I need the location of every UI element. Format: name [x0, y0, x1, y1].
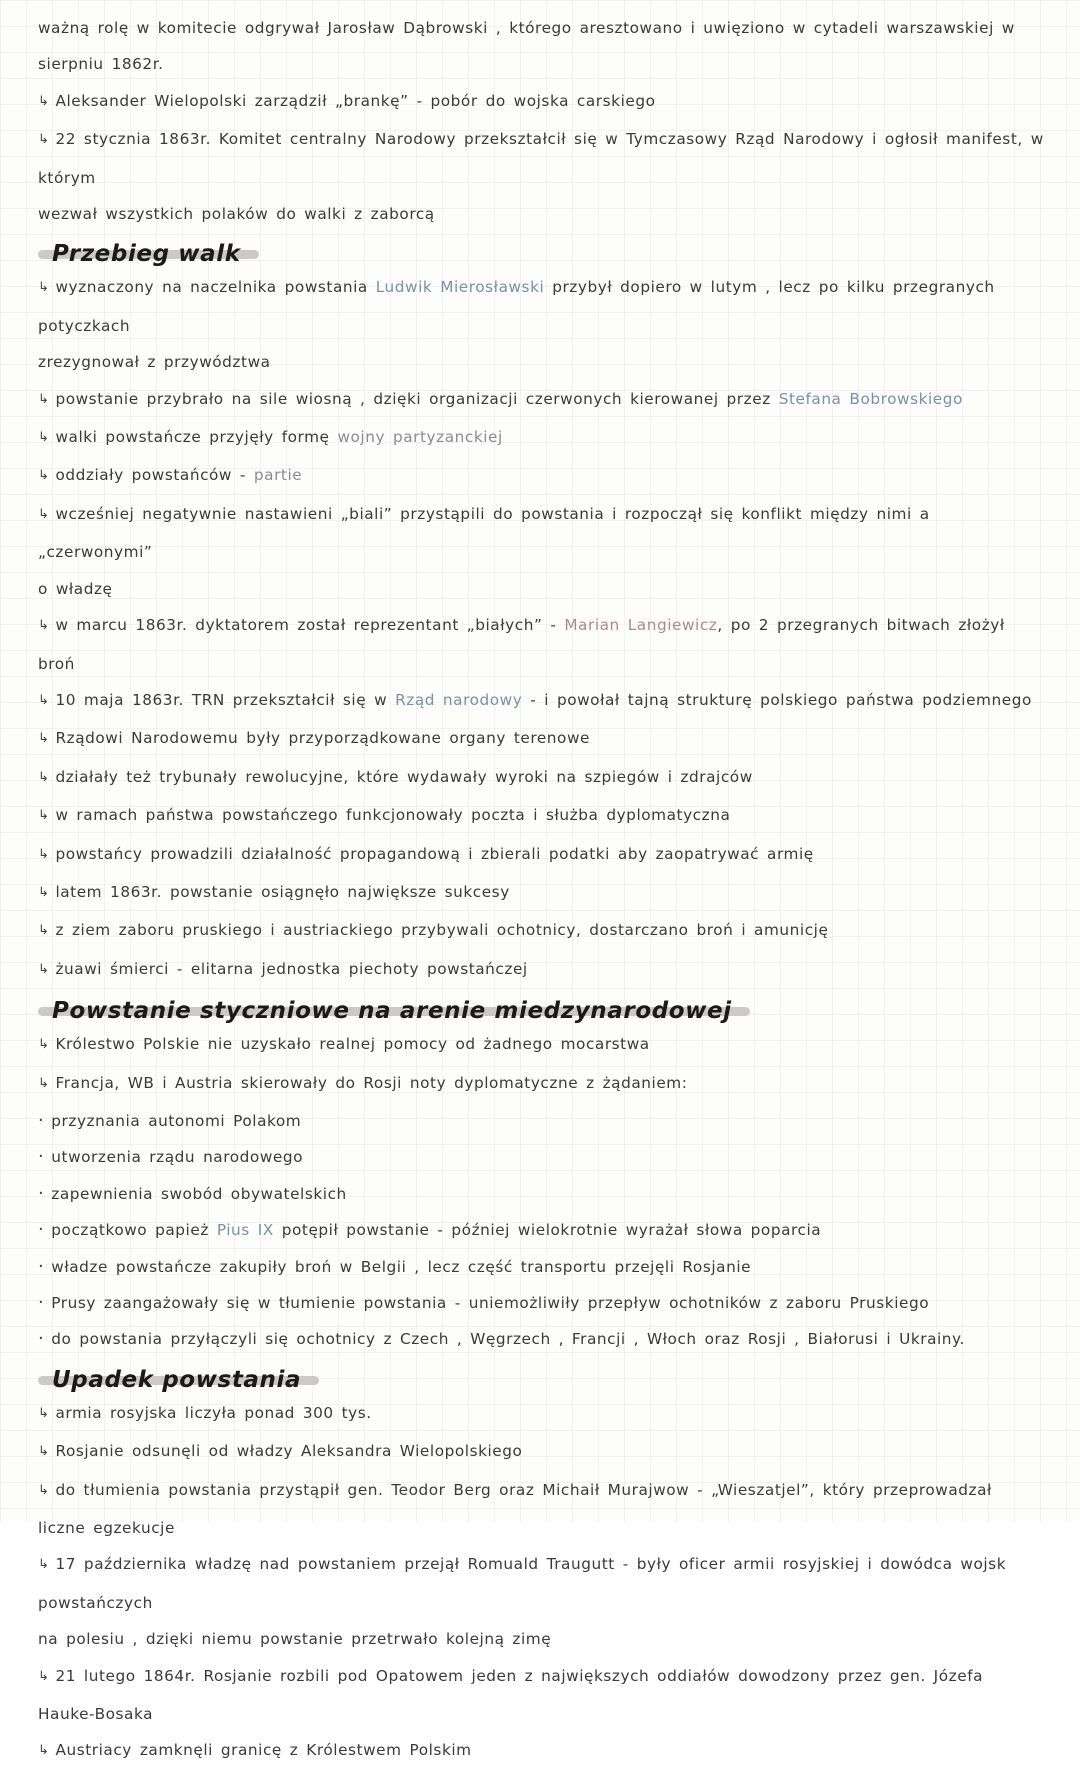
note-line — [38, 1658, 1046, 1733]
highlighted-term: Stefana Bobrowskiego — [778, 389, 963, 408]
note-line — [38, 951, 1046, 989]
note-text: 17 października władzę nad powstaniem przejął Romuald Traugutt - były oficer armii rosyjskiej i dowódca wojsk powstańczych — [38, 1555, 1015, 1612]
note-line — [38, 1546, 1046, 1621]
note-line — [38, 1212, 1046, 1248]
note-line — [38, 496, 1046, 571]
note-line — [38, 682, 1046, 720]
intro-line: ważną rolę w komitecie odgrywał Jarosław Dąbrowski , którego aresztowano i uwięziono w cytadeli warszawskiej w sierpniu 1862r. — [38, 19, 1023, 74]
heading-wrap — [38, 232, 1046, 269]
note-text: na polesiu , dzięki niemu powstanie przetrwało kolejną zimę — [38, 1630, 552, 1649]
note-text: o władzę — [38, 579, 113, 598]
note-text: walki powstańcze przyjęły formę — [55, 428, 338, 447]
section-heading: Przebieg walk — [38, 250, 259, 259]
note-line — [38, 720, 1046, 758]
highlighted-term: wojny partyzanckiej — [337, 428, 503, 447]
intro-block — [38, 10, 1052, 232]
note-line — [38, 1321, 1046, 1357]
note-text: wyznaczony na naczelnika powstania — [55, 278, 376, 297]
note-text: z ziem zaboru pruskiego i austriackiego przybywali ochotnicy, dostarczano broń i amunicję — [55, 921, 829, 940]
note-line — [38, 1621, 1046, 1657]
section-lines — [38, 1395, 1046, 1771]
note-text: przybył dopiero w lutym , lecz po kilku przegranych potyczkach — [38, 278, 1003, 335]
highlighted-term: Ludwik Mierosławski — [375, 278, 545, 297]
section-lines — [38, 1026, 1046, 1358]
note-text: żuawi śmierci - elitarna jednostka piechoty powstańczej — [55, 959, 528, 978]
note-line — [38, 419, 1046, 457]
note-line — [38, 1249, 1046, 1285]
highlighted-term: Pius IX — [216, 1221, 274, 1240]
note-text: do powstania przyłączyli się ochotnicy z Czech , Węgrzech , Francji , Włoch oraz Rosji , Białorusi i Ukrainy. — [51, 1330, 965, 1349]
note-text: 21 lutego 1864r. Rosjanie rozbili pod Opatowem jeden z największych oddiałów dowodzony przez gen. Józefa Hauke-Bosaka — [38, 1666, 991, 1724]
highlighted-term: partie — [253, 466, 303, 485]
intro-line: ↳ Aleksander Wielopolski zarządził „brankę” - pobór do wojska carskiego — [38, 83, 1046, 121]
note-text: - i powołał tajną strukturę polskiego państwa podziemnego — [522, 690, 1032, 709]
note-text: potępił powstanie - później wielokrotnie wyrażał słowa poparcia — [273, 1221, 822, 1240]
note-line — [38, 1139, 1046, 1175]
note-line — [38, 912, 1046, 950]
note-line — [38, 1026, 1046, 1064]
section-arena-miedzynarodowa — [38, 989, 1046, 1358]
heading-wrap — [38, 989, 1046, 1026]
note-line — [38, 1472, 1046, 1547]
note-text: Rosjanie odsunęli od władzy Aleksandra Wielopolskiego — [55, 1442, 523, 1461]
note-line — [38, 1065, 1046, 1103]
note-text: zrezygnował z przywództwa — [38, 353, 271, 372]
note-text: powstańcy prowadzili działalność propagandową i zbierali podatki aby zaopatrywać armię — [55, 844, 814, 863]
note-text: armia rosyjska liczyła ponad 300 tys. — [55, 1403, 372, 1422]
highlighted-term: Rząd narodowy — [395, 690, 523, 709]
heading-wrap — [38, 1358, 1046, 1395]
note-line — [38, 571, 1046, 607]
note-text: Prusy zaangażowały się w tłumienie powstania - uniemożliwiły przepływ ochotników z zaboru Pruskiego — [51, 1294, 930, 1312]
note-text: powstanie przybrało na sile wiosną , dzięki organizacji czerwonych kierowanej przez — [55, 389, 779, 408]
note-line — [38, 607, 1046, 682]
highlighted-term: Marian Langiewicz — [564, 616, 718, 635]
section-heading: Upadek powstania — [38, 1376, 319, 1385]
note-line — [38, 759, 1046, 797]
note-text: do tłumienia powstania przystąpił gen. Teodor Berg oraz Michaił Murajwow - „Wieszatjel”, który przeprowadzał liczne egzekucje — [38, 1480, 1000, 1538]
note-line — [38, 797, 1046, 835]
note-text: Królestwo Polskie nie uzyskało realnej pomocy od żadnego mocarstwa — [55, 1035, 650, 1054]
note-text: latem 1863r. powstanie osiągnęło największe sukcesy — [55, 882, 510, 901]
note-line — [38, 457, 1046, 495]
note-line — [38, 1395, 1046, 1433]
note-text: , po 2 przegranych bitwach złożył broń — [38, 616, 1013, 673]
note-line — [38, 1285, 1046, 1321]
note-line — [38, 1732, 1046, 1770]
note-text: 10 maja 1863r. TRN przekształcił się w — [55, 690, 396, 709]
note-text: w marcu 1863r. dyktatorem został reprezentant „białych” - — [55, 616, 565, 635]
note-text: Rządowi Narodowemu były przyporządkowane organy terenowe — [55, 729, 590, 748]
note-text: utworzenia rządu narodowego — [51, 1148, 304, 1167]
intro-line: wezwał wszystkich polaków do walki z zaborcą — [38, 205, 435, 224]
note-text: zapewnienia swobód obywatelskich — [51, 1184, 347, 1203]
section-przebieg-walk — [38, 232, 1046, 989]
note-line — [38, 874, 1046, 912]
note-text: oddziały powstańców - — [55, 466, 254, 485]
section-heading: Powstanie styczniowe na arenie miedzynarodowej — [38, 1007, 750, 1016]
note-text: Francja, WB i Austria skierowały do Rosji noty dyplomatyczne z żądaniem: — [55, 1073, 688, 1092]
note-line — [38, 269, 1046, 344]
note-line — [38, 836, 1046, 874]
note-text: przyznania autonomi Polakom — [51, 1111, 302, 1130]
note-line — [38, 1176, 1046, 1212]
note-text: początkowo papież — [51, 1221, 217, 1240]
section-upadek-powstania — [38, 1358, 1046, 1771]
section-lines — [38, 269, 1046, 989]
note-text: działały też trybunały rewolucyjne, które wydawały wyroki na szpiegów i zdrajców — [55, 767, 753, 786]
note-text: w ramach państwa powstańczego funkcjonowały poczta i służba dyplomatyczna — [55, 806, 731, 825]
note-line — [38, 1433, 1046, 1471]
note-line — [38, 381, 1046, 419]
note-text: władze powstańcze zakupiły broń w Belgii , lecz część transportu przejęli Rosjanie — [51, 1257, 752, 1276]
note-line — [38, 344, 1046, 380]
intro-line: ↳ 22 stycznia 1863r. Komitet centralny Narodowy przekształcił się w Tymczasowy Rząd Narodowy i ogłosił manifest, w którym — [38, 121, 1046, 196]
note-text: Austriacy zamknęli granicę z Królestwem Polskim — [55, 1741, 472, 1760]
note-text: wcześniej negatywnie nastawieni „biali” przystąpili do powstania i rozpoczął się konflikt między nimi a „czerwonymi” — [38, 504, 938, 562]
note-line — [38, 1103, 1046, 1139]
